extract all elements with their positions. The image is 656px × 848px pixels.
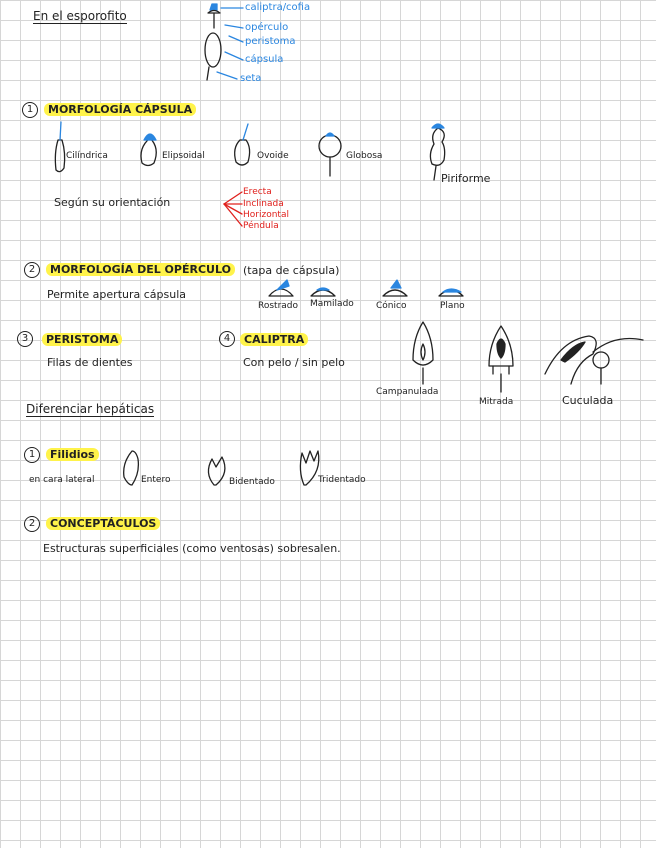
caliptra-campanulada: Campanulada	[376, 387, 439, 397]
caliptra-mitrada: Mitrada	[479, 397, 514, 407]
calyptra-types-drawing	[395, 318, 650, 394]
orientation-inclinada: Inclinada	[243, 199, 284, 209]
orientation-label: Según su orientación	[54, 196, 171, 209]
operculo-rostrado: Rostrado	[258, 301, 299, 311]
filidio-tridentado: Tridentado	[318, 475, 366, 485]
filidio-entero: Entero	[141, 475, 171, 485]
label-caliptra: caliptra/cofia	[245, 2, 311, 13]
operculo-plano: Plano	[440, 301, 465, 311]
shape-globosa: Globosa	[346, 151, 383, 161]
label-seta: seta	[240, 73, 262, 84]
section-heading-conceptaculos: CONCEPTÁCULOS	[46, 517, 160, 530]
label-peristoma: peristoma	[245, 36, 296, 47]
section-number: 1	[24, 447, 40, 463]
orientation-horizontal: Horizontal	[243, 210, 289, 220]
filidio-bidentado: Bidentado	[229, 477, 275, 487]
section-number: 2	[24, 262, 40, 278]
operculo-mamilado: Mamilado	[310, 299, 354, 309]
operculo-conico: Cónico	[376, 301, 407, 311]
section-number: 2	[24, 516, 40, 532]
section-heading-capsula: MORFOLOGÍA CÁPSULA	[44, 103, 196, 116]
section-number: 4	[219, 331, 235, 347]
section-heading-filidios: Filidios	[46, 448, 99, 461]
operculum-types-drawing	[265, 278, 475, 302]
operculo-description: Permite apertura cápsula	[47, 288, 187, 301]
orientation-erecta: Erecta	[243, 187, 272, 197]
section-heading-operculo: MORFOLOGÍA DEL OPÉRCULO	[46, 263, 235, 276]
peristoma-description: Filas de dientes	[47, 356, 133, 369]
section-heading-peristoma: PERISTOMA	[42, 333, 122, 346]
label-capsula: cápsula	[245, 54, 284, 65]
shape-piriforme: Piriforme	[441, 172, 491, 185]
section-number: 3	[17, 331, 33, 347]
operculo-note: (tapa de cápsula)	[243, 264, 340, 277]
shape-elipsoidal: Elipsoidal	[162, 151, 205, 161]
filidios-description: en cara lateral	[29, 475, 95, 485]
orientation-pendula: Péndula	[243, 221, 279, 231]
shape-ovoide: Ovoide	[257, 151, 289, 161]
label-operculo: opérculo	[245, 22, 289, 33]
page-title: En el esporofito	[33, 9, 127, 23]
section-heading-caliptra: CALIPTRA	[240, 333, 308, 346]
conceptaculos-description: Estructuras superficiales (como ventosas) sobresalen.	[43, 542, 341, 555]
shape-cilindrica: Cilíndrica	[66, 151, 108, 161]
section-title-hepaticas: Diferenciar hepáticas	[26, 402, 155, 416]
section-number: 1	[22, 102, 38, 118]
caliptra-cuculada: Cuculada	[562, 394, 614, 407]
caliptra-description: Con pelo / sin pelo	[243, 356, 345, 369]
orientation-bracket	[222, 186, 244, 232]
